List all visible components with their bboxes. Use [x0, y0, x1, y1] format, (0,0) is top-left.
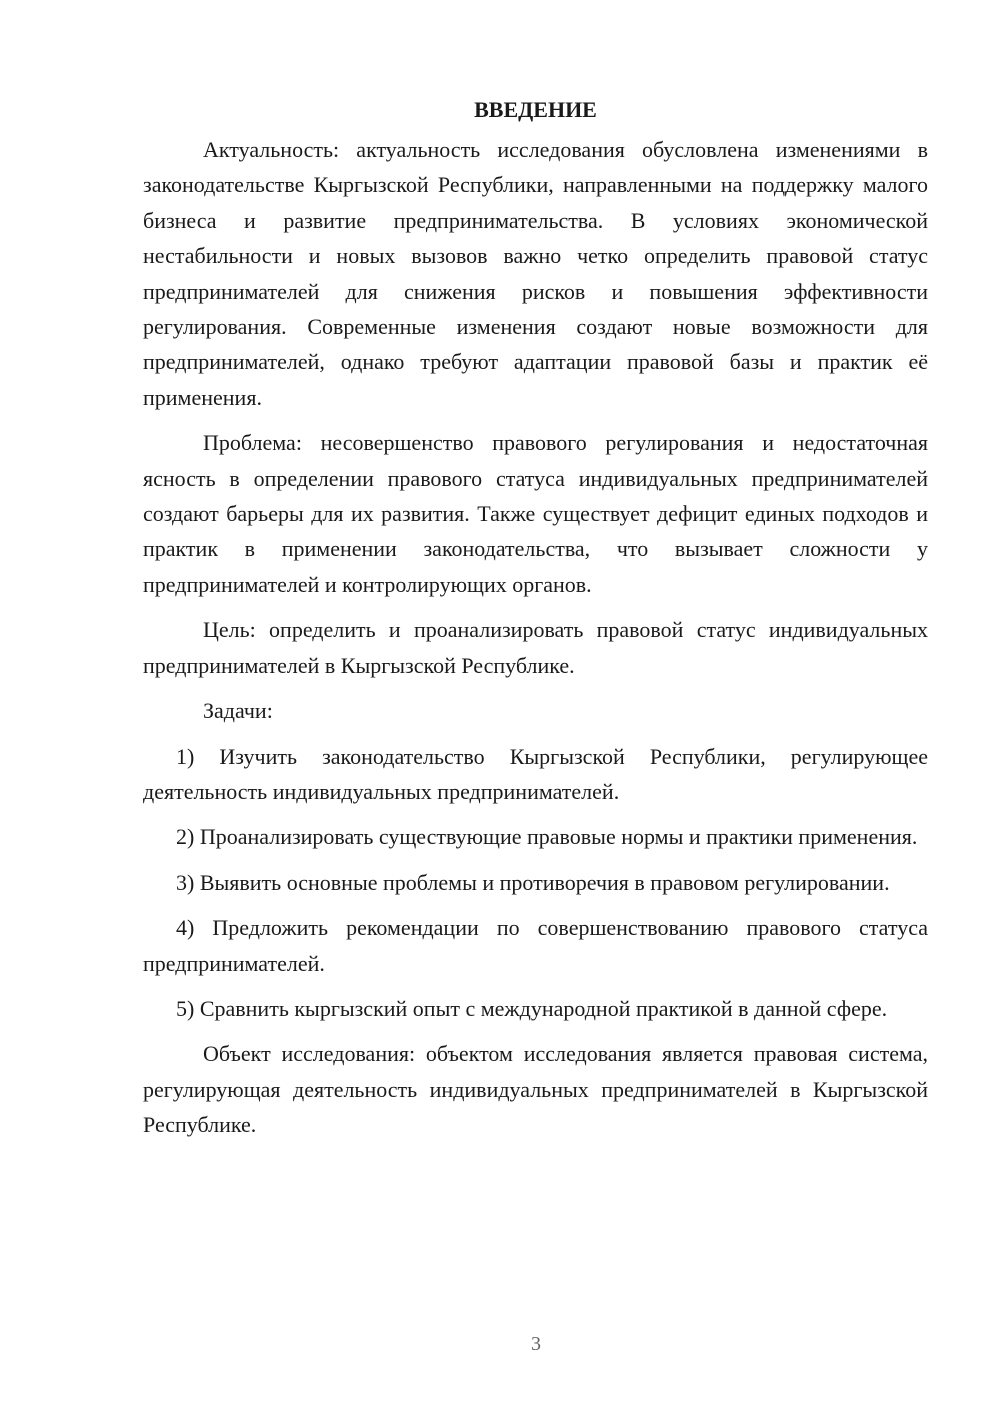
task-item: 1) Изучить законодательство Кыргызской Республики, регулирующее деятельность индивидуальных предпринимателей. — [143, 743, 928, 804]
problem-paragraph: Проблема: несовершенство правового регулирования и недостаточная ясность в определении правового статуса индивидуальных предпринимателей создают барьеры для их развития. Также существует дефицит единых подходов и практик в применении законодательства, что вызывает сложности у предпринимателей и контролирующих органов. — [143, 430, 928, 597]
relevance-paragraph: Актуальность: актуальность исследования обусловлена изменениями в законодательстве Кыргызской Республики, направленными на поддержку малого бизнеса и развитие предпринимательства. В условиях экономической нестабильности и новых вызовов важно четко определить правовой статус предпринимателей для снижения рисков и повышения эффективности регулирования. Современные изменения создают новые возможности для предпринимателей, однако требуют адаптации правовой базы и практик её применения. — [143, 137, 928, 410]
page-number: 3 — [531, 1333, 541, 1355]
page-title: ВВЕДЕНИЕ — [474, 97, 597, 122]
task-item: 5) Сравнить кыргызский опыт с международной практикой в данной сфере. — [176, 995, 888, 1021]
goal-paragraph: Цель: определить и проанализировать правовой статус индивидуальных предпринимателей в Кыргызской Республике. — [143, 617, 928, 678]
document-page — [143, 92, 928, 1153]
task-item: 3) Выявить основные проблемы и противоречия в правовом регулировании. — [176, 869, 890, 895]
task-item: 4) Предложить рекомендации по совершенствованию правового статуса предпринимателей. — [143, 915, 928, 976]
tasks-heading: Задачи: — [203, 698, 273, 724]
object-paragraph: Объект исследования: объектом исследования является правовая система, регулирующая деятельность индивидуальных предпринимателей в Кыргызской Республике. — [143, 1041, 928, 1138]
task-item: 2) Проанализировать существующие правовые нормы и практики применения. — [176, 824, 918, 850]
